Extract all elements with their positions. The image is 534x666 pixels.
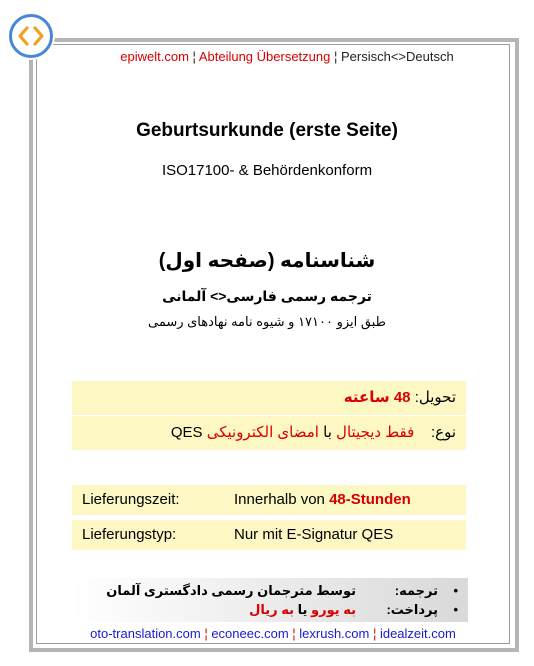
partner-link[interactable]: oto-translation.com	[90, 626, 201, 641]
fa-delivery-row	[72, 381, 466, 415]
document-title-de: Geburtsurkunde (erste Seite)	[136, 120, 398, 141]
footer-translation-value: توسط مترجمان رسمی دادگستری آلمان	[106, 583, 356, 598]
footer-payment-connector: یا	[294, 602, 312, 617]
de-type-label: Lieferungstyp:	[82, 526, 177, 543]
fa-delivery-value: 48 ساعته	[343, 389, 411, 406]
footer-translation-label: ترجمه:	[394, 583, 438, 598]
fa-type-label: نوع:	[430, 424, 456, 441]
fa-type-value-2: امضای الکترونیکی	[206, 424, 319, 441]
de-delivery-prefix: Innerhalb von	[234, 491, 330, 508]
bullet-icon: •	[453, 583, 458, 598]
partner-link[interactable]: lexrush.com	[299, 626, 370, 641]
document-subtitle-fa-2: طبق ایزو ۱۷۱۰۰ و شیوه نامه نهادهای رسمی	[147, 314, 386, 329]
document-subtitle-fa-1: ترجمه رسمی فارسی<> آلمانی	[162, 288, 372, 304]
de-type-row	[72, 520, 466, 550]
fa-type-connector: با	[318, 424, 337, 441]
de-delivery-value: 48-Stunden	[329, 491, 411, 508]
header-sep-1: ¦	[188, 49, 199, 64]
header-sep-2: ¦	[330, 49, 341, 64]
footer-payment-row	[78, 600, 458, 620]
document-subtitle-de: ISO17100- & Behördenkonform	[161, 162, 373, 179]
de-type-value: Nur mit E-Signatur QES	[234, 526, 394, 543]
link-sep: ¦	[369, 626, 380, 641]
footer-payment-value-1: به یورو	[311, 602, 356, 617]
footer-info-box	[72, 578, 468, 622]
department-label: Abteilung Übersetzung	[198, 49, 331, 64]
fa-delivery-label: تحویل:	[414, 389, 456, 406]
language-pair: Persisch<>Deutsch	[340, 49, 454, 64]
partner-link[interactable]: econeec.com	[211, 626, 289, 641]
footer-payment-label: پرداخت:	[386, 602, 438, 617]
document-title-fa: شناسنامه (صفحه اول)	[158, 250, 376, 272]
link-sep: ¦	[288, 626, 300, 641]
fa-type-value-1: فقط دیجیتال	[336, 424, 415, 441]
link-sep: ¦	[200, 626, 212, 641]
de-delivery-label: Lieferungszeit:	[82, 491, 180, 508]
partner-links	[0, 626, 534, 641]
bullet-icon: •	[453, 602, 458, 617]
footer-translation-row	[78, 581, 458, 601]
partner-link[interactable]: idealzeit.com	[379, 626, 456, 641]
site-link[interactable]: epiwelt.com	[120, 49, 189, 64]
footer-payment-value-2: به ریال	[249, 602, 295, 617]
fa-type-row	[72, 416, 466, 450]
code-brackets-icon	[9, 14, 53, 58]
de-delivery-row	[72, 485, 466, 515]
fa-type-suffix: QES	[170, 424, 207, 441]
header-line	[20, 49, 534, 64]
